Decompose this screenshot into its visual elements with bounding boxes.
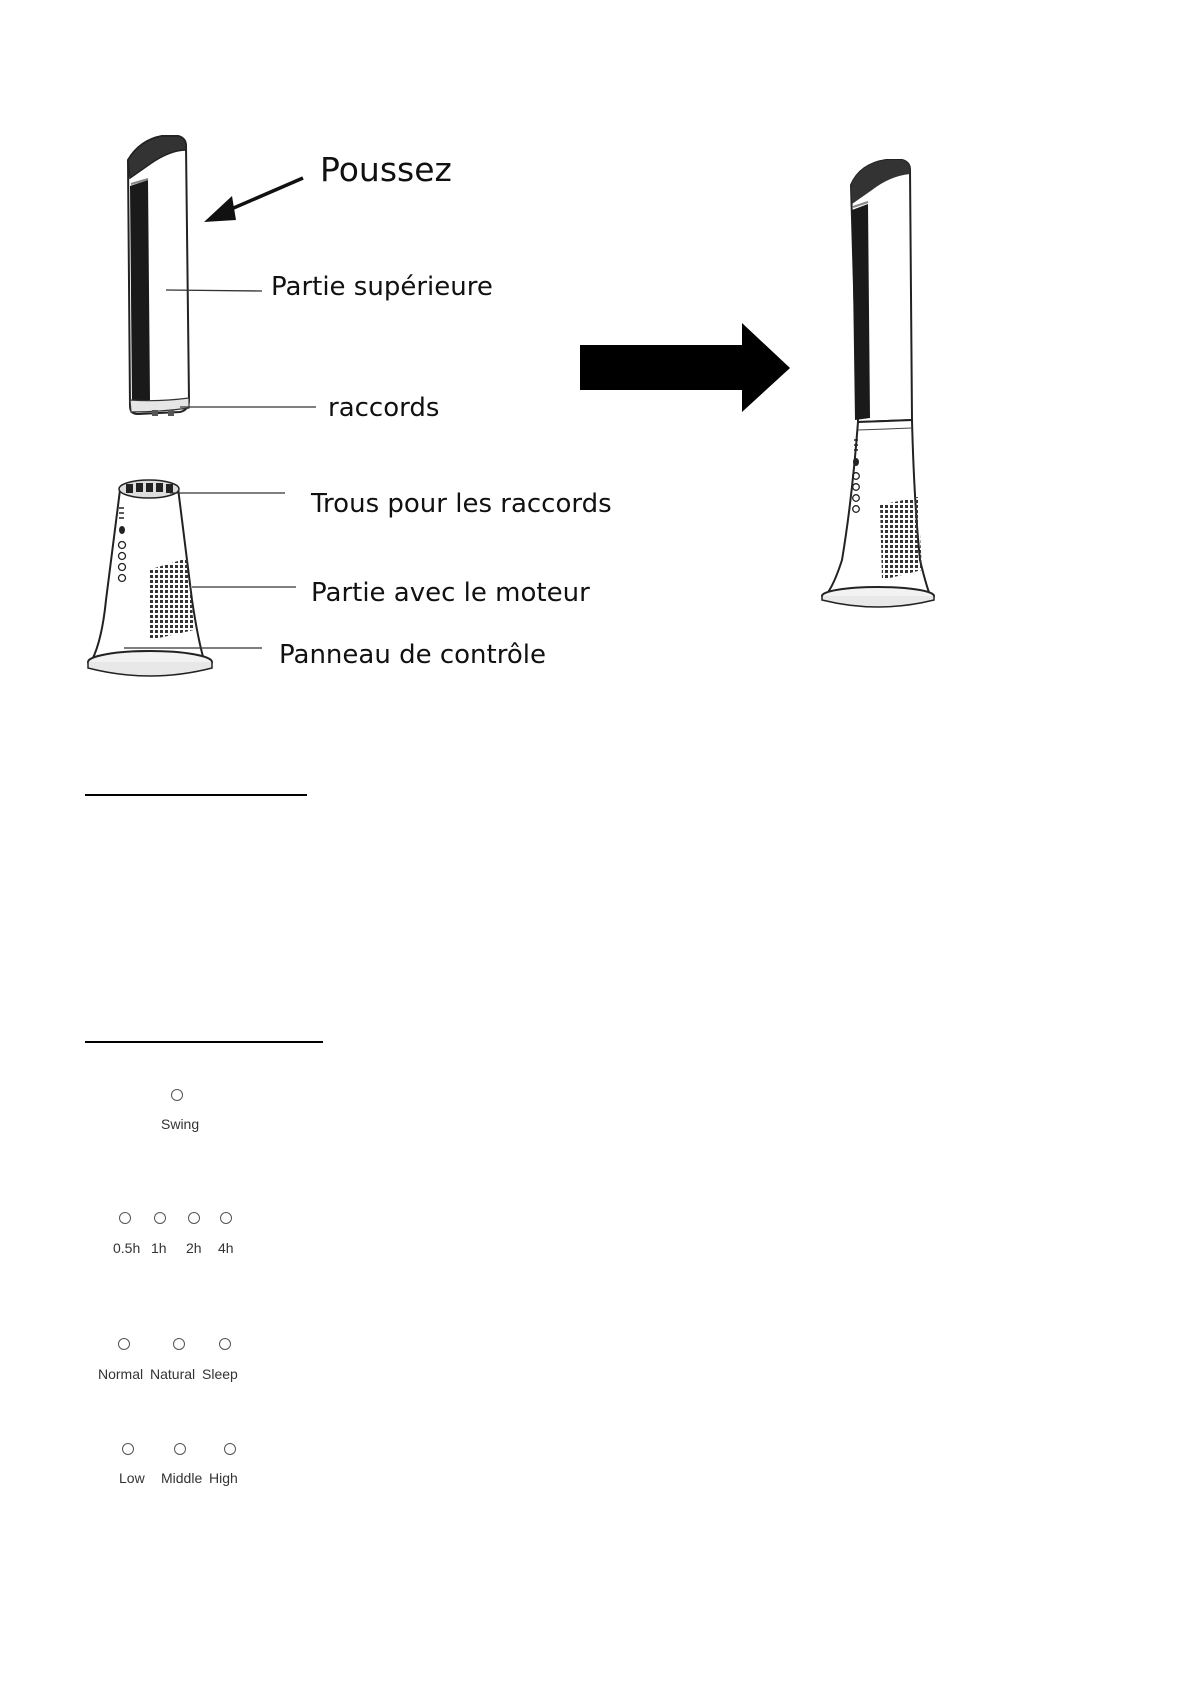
speed-label-low: Low: [119, 1470, 145, 1486]
mode-indicator-normal[interactable]: [118, 1338, 130, 1350]
label-connector-holes: Trous pour les raccords: [311, 489, 612, 519]
assembled-tower-illustration: [0, 0, 1191, 700]
mode-indicator-natural[interactable]: [173, 1338, 185, 1350]
swing-label: Swing: [161, 1116, 200, 1132]
speed-indicator-low[interactable]: [122, 1443, 134, 1455]
timer-label-2h: 2h: [186, 1240, 202, 1256]
speed-label-high: High: [209, 1470, 238, 1486]
timer-label-0-5h: 0.5h: [113, 1240, 141, 1256]
label-motor-part: Partie avec le moteur: [311, 578, 590, 608]
timer-label-4h: 4h: [218, 1240, 234, 1256]
timer-indicator-1h[interactable]: [154, 1212, 166, 1224]
label-push: Poussez: [320, 150, 452, 189]
timer-indicator-2h[interactable]: [188, 1212, 200, 1224]
mode-label-sleep: Sleep: [202, 1366, 238, 1382]
label-control-panel: Panneau de contrôle: [279, 640, 546, 670]
speed-indicator-middle[interactable]: [174, 1443, 186, 1455]
speed-label-middle: Middle: [161, 1470, 203, 1486]
swing-indicator[interactable]: [171, 1089, 183, 1101]
label-upper-part: Partie supérieure: [271, 272, 493, 302]
section-divider-2: [85, 1041, 323, 1043]
label-connectors: raccords: [328, 393, 440, 423]
timer-indicator-0-5h[interactable]: [119, 1212, 131, 1224]
timer-label-1h: 1h: [151, 1240, 167, 1256]
mode-label-natural: Natural: [150, 1366, 196, 1382]
speed-indicator-high[interactable]: [224, 1443, 236, 1455]
timer-indicator-4h[interactable]: [220, 1212, 232, 1224]
mode-label-normal: Normal: [98, 1366, 144, 1382]
mode-indicator-sleep[interactable]: [219, 1338, 231, 1350]
section-divider-1: [85, 794, 307, 796]
